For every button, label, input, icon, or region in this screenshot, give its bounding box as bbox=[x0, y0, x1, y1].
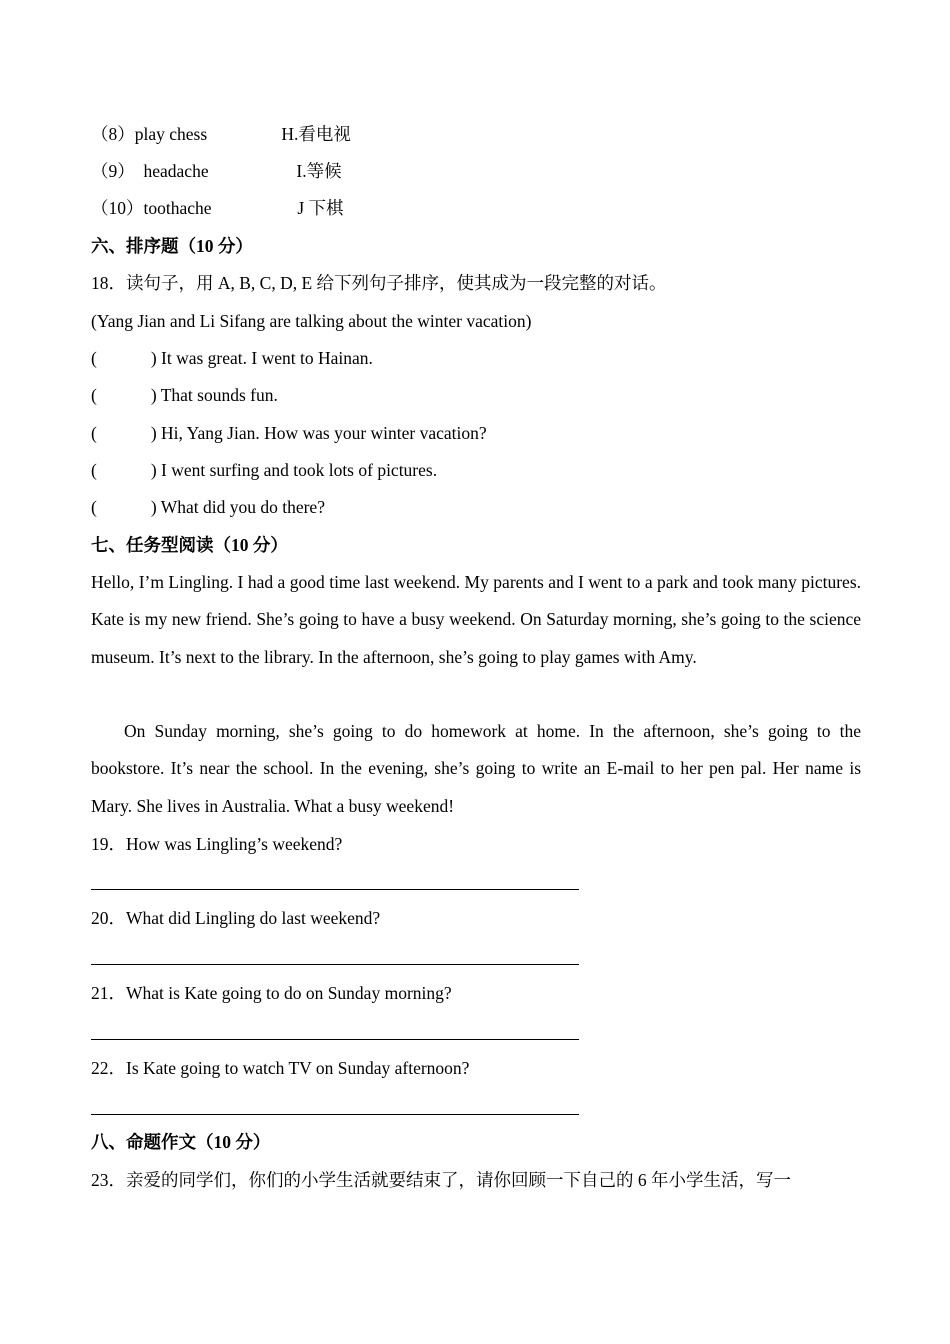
answer-line[interactable] bbox=[91, 1114, 579, 1115]
reading-paragraph: On Sunday morning, she’s going to do homework at home. In the afternoon, she’s going to the bookstore. It’s near the school. In the evening, she’s going to write an E-mail to her pen pal. Her name is Mary. She lives in Australia. What a busy weekend! bbox=[91, 721, 861, 816]
matching-cn: H.看电视 bbox=[281, 124, 351, 144]
matching-cn: I.等候 bbox=[296, 161, 342, 181]
reading-question: 20．What did Lingling do last weekend? bbox=[91, 908, 381, 928]
section-heading: 六、排序题（10 分） bbox=[91, 236, 253, 256]
question-text: 18．读句子，用 A, B, C, D, E 给下列句子排序，使其成为一段完整的对话。 bbox=[91, 273, 667, 293]
dialogue-context: (Yang Jian and Li Sifang are talking about the winter vacation) bbox=[91, 311, 532, 331]
ordering-item: ( ) That sounds fun. bbox=[91, 385, 278, 405]
matching-item bbox=[91, 196, 344, 220]
question-text: 23．亲爱的同学们，你们的小学生活就要结束了，请你回顾一下自己的 6 年小学生活，写一 bbox=[91, 1170, 791, 1190]
matching-en: （8）play chess bbox=[91, 124, 208, 144]
matching-item bbox=[91, 159, 342, 183]
matching-cn: J 下棋 bbox=[297, 198, 344, 218]
ordering-item: ( ) It was great. I went to Hainan. bbox=[91, 348, 373, 368]
ordering-item: ( ) Hi, Yang Jian. How was your winter vacation? bbox=[91, 423, 487, 443]
reading-question: 19．How was Lingling’s weekend? bbox=[91, 834, 343, 854]
section-heading: 八、命题作文（10 分） bbox=[91, 1132, 271, 1152]
answer-line[interactable] bbox=[91, 964, 579, 965]
reading-question: 21．What is Kate going to do on Sunday morning? bbox=[91, 983, 452, 1003]
ordering-item: ( ) I went surfing and took lots of pictures. bbox=[91, 460, 438, 480]
reading-question: 22．Is Kate going to watch TV on Sunday afternoon? bbox=[91, 1058, 470, 1078]
ordering-item: ( ) What did you do there? bbox=[91, 497, 325, 517]
matching-item bbox=[91, 122, 351, 146]
answer-line[interactable] bbox=[91, 1039, 579, 1040]
section-heading: 七、任务型阅读（10 分） bbox=[91, 535, 288, 555]
answer-line[interactable] bbox=[91, 889, 579, 890]
reading-paragraph: Hello, I’m Lingling. I had a good time last weekend. My parents and I went to a park and took many pictures. Kate is my new friend. She’s going to have a busy weekend. On Saturday morning, she’s going to the science museum. It’s next to the library. In the afternoon, she’s going to play games with Amy. bbox=[91, 572, 861, 667]
matching-en: （10）toothache bbox=[91, 198, 212, 218]
matching-en: （9） headache bbox=[91, 161, 209, 181]
